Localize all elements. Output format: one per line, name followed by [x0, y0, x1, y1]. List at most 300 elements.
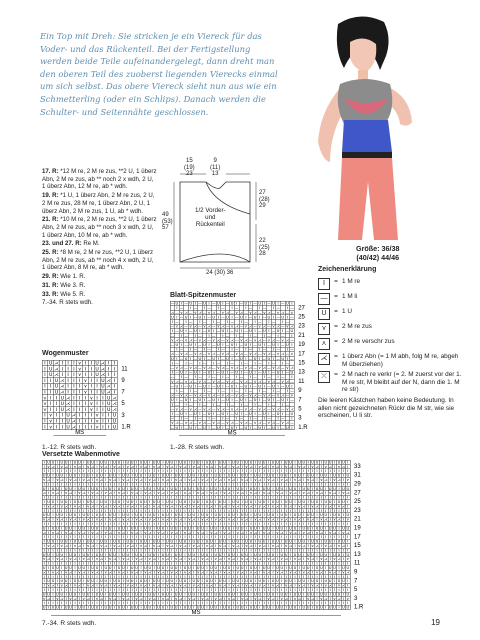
chart-symbol: I: [122, 504, 124, 509]
chart-symbol: U: [139, 552, 143, 557]
chart-symbol: ⋌: [328, 464, 332, 469]
chart-symbol: I: [334, 469, 336, 474]
chart-symbol: I: [78, 495, 80, 500]
chart-symbol: —: [202, 361, 207, 366]
chart-symbol: I: [222, 301, 224, 306]
row-number: 19: [298, 342, 305, 349]
chart-symbol: —: [225, 407, 230, 412]
chart-symbol: I: [206, 482, 208, 487]
chart-symbol: I: [294, 548, 296, 553]
chart-symbol: I: [70, 535, 72, 540]
chart-symbol: I: [217, 388, 219, 393]
chart-symbol: I: [136, 539, 138, 544]
chart-symbol: I: [228, 460, 230, 465]
chart-symbol: I: [109, 482, 111, 487]
chart-symbol: ⋎: [51, 530, 55, 535]
chart-symbol: ⋌: [234, 365, 239, 370]
chart-symbol: ⋌: [104, 544, 108, 549]
chart-symbol: —: [193, 306, 198, 311]
chart-symbol: I: [206, 469, 208, 474]
legend-item: — = 1 M li: [318, 293, 464, 305]
chart-symbol: ⋌: [285, 421, 290, 426]
chart-symbol: I: [149, 482, 151, 487]
chart-symbol: U: [126, 500, 130, 505]
chart-symbol: —: [248, 379, 253, 384]
chart-symbol: I: [231, 347, 233, 352]
chart-cell: [225, 306, 230, 311]
chart-symbol: I: [171, 361, 173, 366]
wogen-caption: 1.-12. R stets wdh.: [42, 444, 97, 451]
chart-symbol: ⋌: [60, 478, 64, 483]
chart-symbol: —: [276, 356, 280, 361]
chart-symbol: ⋎: [302, 530, 306, 535]
chart-symbol: U: [346, 552, 350, 557]
chart-symbol: I: [245, 398, 247, 403]
chart-cell: [234, 319, 239, 324]
chart-cell: [211, 306, 216, 311]
chart-symbol: I: [254, 469, 256, 474]
chart-symbol: U: [218, 513, 222, 518]
chart-symbol: ⋌: [315, 464, 319, 469]
chart-symbol: I: [190, 347, 192, 352]
chart-symbol: ⋎: [189, 365, 193, 370]
chart-symbol: ⋌: [156, 504, 161, 509]
chart-symbol: ⋌: [253, 310, 257, 315]
legend-text: 2 M nach re verkr (= 2. M zuerst vor der 1. M re str, M bleibt auf der N, dann die 1. M re str): [342, 371, 462, 394]
chart-symbol: U: [157, 539, 160, 544]
chart-symbol: —: [207, 421, 211, 426]
chart-symbol: I: [268, 460, 270, 465]
chart-symbol: —: [290, 379, 294, 384]
chart-symbol: I: [342, 548, 344, 553]
legend-item: U = 1 U: [318, 308, 464, 320]
chart-symbol: U: [144, 500, 147, 505]
chart-symbol: I: [55, 407, 58, 413]
chart-symbol: I: [236, 301, 238, 306]
chart-symbol: I: [90, 390, 92, 396]
chart-symbol: ⋎: [198, 338, 202, 343]
chart-symbol: U: [284, 539, 288, 544]
chart-symbol: U: [104, 486, 108, 491]
waben-title: Versetzte Wabenmotive: [42, 451, 120, 458]
chart-symbol: I: [277, 333, 279, 338]
chart-symbol: U: [188, 526, 191, 531]
chart-symbol: I: [176, 388, 178, 393]
chart-symbol: ⋎: [175, 407, 179, 412]
chart-symbol: U: [157, 526, 160, 531]
chart-symbol: ⋌: [54, 361, 59, 367]
chart-symbol: I: [263, 473, 265, 478]
chart-symbol: ⋎: [108, 517, 112, 522]
chart-symbol: U: [262, 526, 266, 531]
chart-symbol: U: [346, 473, 350, 478]
chart-symbol: I: [226, 329, 229, 334]
chart-symbol: ⋌: [161, 530, 165, 535]
chart-symbol: ⋎: [83, 384, 88, 390]
chart-symbol: I: [184, 522, 186, 527]
chart-symbol: I: [291, 375, 293, 380]
chart-symbol: —: [239, 301, 244, 306]
chart-symbol: —: [262, 379, 267, 384]
chart-symbol: I: [224, 548, 226, 553]
chart-symbol: U: [198, 398, 202, 403]
chart-symbol: U: [49, 361, 53, 367]
chart-symbol: —: [170, 342, 175, 347]
chart-symbol: U: [170, 526, 174, 531]
chart-symbol: I: [290, 473, 292, 478]
chart-symbol: I: [114, 482, 116, 487]
chart-symbol: I: [250, 517, 252, 522]
chart-symbol: I: [180, 469, 182, 474]
chart-symbol: U: [82, 486, 86, 491]
chart-symbol: U: [166, 552, 169, 557]
chart-symbol: I: [176, 306, 178, 311]
wogen-chart: [42, 360, 162, 440]
chart-symbol: ⋎: [100, 464, 103, 469]
chart-symbol: ⋌: [170, 393, 175, 398]
chart-symbol: ⋎: [174, 557, 178, 562]
chart-symbol: ⋌: [221, 365, 225, 370]
chart-symbol: I: [78, 478, 80, 483]
chart-symbol: I: [334, 460, 336, 465]
chart-symbol: U: [262, 486, 266, 491]
chart-symbol: I: [131, 517, 133, 522]
chart-symbol: —: [179, 306, 184, 311]
chart-symbol: I: [329, 535, 331, 540]
chart-symbol: I: [55, 413, 58, 419]
chart-symbol: I: [92, 522, 94, 527]
chart-symbol: U: [267, 552, 270, 557]
chart-symbol: —: [207, 356, 211, 361]
chart-symbol: U: [244, 425, 248, 430]
chart-symbol: I: [281, 539, 283, 544]
chart-symbol: I: [250, 522, 252, 527]
legend-text: 2 M re verschr zus: [342, 338, 395, 345]
chart-symbol: I: [291, 301, 293, 306]
chart-symbol: —: [184, 342, 188, 347]
chart-symbol: I: [254, 402, 256, 407]
chart-symbol: —: [225, 324, 230, 329]
chart-symbol: I: [232, 491, 234, 496]
legend-text: 1 U: [342, 308, 352, 315]
chart-symbol: I: [118, 513, 120, 518]
chart-symbol: ⋌: [152, 517, 156, 522]
chart-symbol: I: [114, 526, 116, 531]
chart-symbol: I: [286, 398, 288, 403]
chart-symbol: ⋌: [126, 517, 130, 522]
chart-symbol: ⋌: [65, 402, 71, 408]
chart-symbol: ⋌: [71, 413, 77, 419]
chart-symbol: I: [347, 500, 349, 505]
chart-cell: [276, 402, 284, 407]
chart-symbol: U: [126, 513, 130, 518]
chart-symbol: —: [239, 384, 244, 389]
chart-symbol: ⋌: [90, 544, 95, 549]
chart-symbol: I: [87, 530, 89, 535]
chart-symbol: ⋌: [121, 491, 126, 496]
chart-symbol: I: [226, 361, 229, 366]
chart-symbol: U: [210, 460, 213, 465]
chart-symbol: I: [272, 530, 274, 535]
chart-symbol: ⋌: [302, 504, 306, 509]
chart-symbol: U: [49, 367, 53, 373]
chart-symbol: I: [180, 384, 183, 389]
chart-symbol: I: [228, 469, 230, 474]
chart-symbol: I: [219, 526, 221, 531]
chart-symbol: U: [192, 513, 196, 518]
chart-symbol: ⋌: [218, 557, 222, 562]
chart-symbol: I: [320, 460, 322, 465]
chart-symbol: I: [43, 482, 45, 487]
chart-symbol: U: [126, 539, 130, 544]
chart-symbol: I: [136, 464, 138, 469]
chart-symbol: U: [100, 500, 103, 505]
chart-symbol: ⋎: [117, 491, 121, 496]
chart-symbol: I: [118, 517, 120, 522]
chart-symbol: I: [144, 552, 146, 557]
chart-symbol: ⋌: [276, 365, 280, 370]
chart-symbol: —: [216, 361, 221, 366]
chart-symbol: U: [122, 552, 125, 557]
chart-symbol: U: [60, 396, 64, 402]
chart-symbol: ⋌: [258, 478, 262, 483]
chart-symbol: I: [320, 544, 322, 549]
chart-symbol: —: [202, 329, 207, 334]
chart-symbol: I: [206, 486, 208, 491]
legend-symbol-icon: ⋎: [318, 323, 330, 335]
chart-symbol: —: [257, 393, 262, 398]
chart-symbol: I: [307, 482, 309, 487]
chart-symbol: U: [254, 513, 257, 518]
chart-symbol: I: [171, 495, 173, 500]
chart-symbol: ⋌: [179, 407, 184, 412]
chart-symbol: —: [211, 324, 216, 329]
chart-symbol: U: [227, 513, 231, 518]
chart-symbol: I: [197, 469, 199, 474]
chart-symbol: U: [324, 460, 328, 465]
chart-symbol: I: [203, 388, 206, 393]
chart-symbol: I: [316, 522, 318, 527]
chart-symbol: ⋌: [244, 421, 248, 426]
chart-symbol: I: [215, 548, 217, 553]
chart-symbol: U: [64, 500, 68, 505]
chart-symbol: —: [193, 379, 198, 384]
chart-symbol: I: [224, 522, 226, 527]
chart-symbol: ⋌: [207, 324, 211, 329]
chart-symbol: I: [325, 530, 327, 535]
chart-symbol: U: [337, 513, 341, 518]
chart-symbol: I: [338, 526, 340, 531]
chart-symbol: I: [43, 495, 45, 500]
chart-symbol: ⋌: [152, 557, 156, 562]
chart-symbol: I: [342, 482, 344, 487]
chart-symbol: U: [298, 500, 301, 505]
chart-symbol: I: [259, 315, 261, 320]
chart-symbol: U: [170, 539, 174, 544]
chart-symbol: I: [281, 495, 283, 500]
chart-symbol: I: [171, 552, 173, 557]
chart-symbol: U: [337, 460, 341, 465]
chart-symbol: I: [236, 416, 238, 421]
chart-symbol: I: [254, 522, 256, 527]
chart-symbol: U: [298, 539, 301, 544]
chart-symbol: U: [239, 356, 243, 361]
chart-symbol: U: [47, 473, 50, 478]
chart-symbol: ⋌: [234, 407, 239, 412]
chart-symbol: ⋌: [156, 464, 161, 469]
chart-symbol: I: [246, 491, 248, 496]
chart-symbol: ⋎: [201, 478, 204, 483]
chart-symbol: I: [96, 522, 98, 527]
chart-symbol: I: [84, 407, 87, 413]
chart-symbol: —: [285, 411, 290, 416]
chart-symbol: I: [176, 347, 178, 352]
chart-symbol: U: [320, 486, 323, 491]
chart-symbol: I: [246, 526, 248, 531]
chart-symbol: —: [262, 421, 267, 426]
chart-symbol: I: [122, 495, 124, 500]
chart-symbol: U: [183, 539, 187, 544]
chart-symbol: I: [228, 482, 230, 487]
chart-symbol: I: [43, 504, 45, 509]
chart-symbol: —: [184, 384, 188, 389]
chart-symbol: I: [70, 548, 72, 553]
chart-symbol: I: [246, 530, 248, 535]
chart-symbol: I: [83, 535, 85, 540]
chart-symbol: I: [127, 482, 129, 487]
chart-symbol: ⋌: [211, 310, 216, 315]
chart-symbol: —: [198, 384, 202, 389]
chart-symbol: I: [92, 473, 94, 478]
chart-symbol: I: [312, 548, 314, 553]
chart-symbol: I: [113, 361, 116, 367]
chart-symbol: I: [232, 522, 234, 527]
chart-symbol: U: [223, 486, 226, 491]
chart-symbol: U: [289, 486, 292, 491]
chart-symbol: I: [65, 513, 67, 518]
chart-symbol: I: [312, 491, 314, 496]
chart-symbol: I: [140, 469, 142, 474]
chart-symbol: ⋌: [55, 530, 60, 535]
chart-symbol: ⋌: [310, 517, 315, 522]
chart-symbol: U: [161, 473, 165, 478]
chart-symbol: U: [56, 473, 59, 478]
chart-symbol: —: [280, 416, 285, 421]
chart-symbol: —: [179, 338, 184, 343]
chart-symbol: U: [214, 526, 218, 531]
chart-symbol: —: [221, 388, 225, 393]
chart-symbol: ⋌: [288, 464, 293, 469]
chart-cell: [179, 361, 184, 366]
chart-symbol: —: [221, 398, 225, 403]
chart-symbol: —: [253, 333, 257, 338]
chart-symbol: —: [230, 411, 234, 416]
chart-symbol: U: [315, 460, 319, 465]
chart-symbol: I: [259, 491, 261, 496]
legend-symbol-icon: ⋏: [318, 338, 330, 350]
chart-symbol: I: [96, 378, 98, 384]
chart-symbol: U: [60, 473, 64, 478]
chart-symbol: ⋌: [236, 544, 240, 549]
chart-symbol: ⋌: [165, 478, 170, 483]
chart-symbol: I: [231, 398, 233, 403]
chart-symbol: U: [91, 500, 94, 505]
chart-symbol: ⋎: [216, 407, 220, 412]
chart-symbol: ⋌: [73, 557, 77, 562]
chart-symbol: I: [90, 378, 92, 384]
chart-symbol: I: [232, 508, 234, 513]
chart-symbol: —: [211, 342, 216, 347]
chart-symbol: I: [109, 548, 111, 553]
chart-symbol: I: [55, 425, 58, 431]
chart-symbol: I: [100, 495, 102, 500]
chart-cell: [193, 402, 201, 407]
chart-symbol: I: [222, 342, 224, 347]
chart-cell: [216, 333, 224, 338]
chart-symbol: U: [184, 315, 188, 320]
chart-symbol: U: [175, 384, 179, 389]
chart-symbol: I: [105, 535, 107, 540]
chart-symbol: ⋌: [253, 491, 258, 496]
chart-symbol: I: [240, 402, 242, 407]
chart-symbol: I: [294, 535, 296, 540]
chart-symbol: I: [193, 548, 195, 553]
chart-symbol: I: [329, 548, 331, 553]
chart-symbol: U: [267, 398, 271, 403]
chart-symbol: I: [92, 478, 94, 483]
chart-symbol: I: [290, 508, 292, 513]
chart-symbol: I: [224, 469, 226, 474]
chart-symbol: I: [312, 530, 314, 535]
chart-symbol: I: [144, 495, 146, 500]
chart-symbol: I: [149, 460, 151, 465]
chart-symbol: I: [52, 513, 54, 518]
chart-symbol: U: [328, 486, 332, 491]
chart-symbol: U: [78, 526, 81, 531]
chart-symbol: U: [276, 500, 279, 505]
chart-symbol: I: [43, 460, 45, 465]
chart-symbol: U: [148, 552, 152, 557]
chart-symbol: I: [329, 552, 331, 557]
chart-symbol: I: [158, 478, 160, 483]
chart-symbol: —: [239, 407, 244, 412]
chart-symbol: U: [235, 370, 239, 375]
chart-symbol: I: [342, 517, 344, 522]
chart-symbol: ⋎: [56, 478, 59, 483]
chart-symbol: I: [149, 500, 151, 505]
chart-symbol: U: [236, 500, 240, 505]
chart-symbol: I: [259, 469, 261, 474]
chart-symbol: I: [67, 373, 69, 379]
chart-symbol: ⋌: [240, 530, 244, 535]
chart-symbol: I: [188, 482, 190, 487]
chart-symbol: I: [50, 402, 52, 408]
chart-symbol: I: [61, 495, 63, 500]
chart-symbol: ⋌: [77, 464, 82, 469]
chart-symbol: ⋌: [244, 557, 249, 562]
chart-symbol: I: [162, 500, 164, 505]
chart-symbol: I: [276, 548, 278, 553]
chart-symbol: I: [44, 425, 46, 431]
chart-symbol: U: [271, 473, 275, 478]
chart-symbol: I: [105, 517, 107, 522]
chart-symbol: I: [303, 473, 305, 478]
chart-symbol: I: [52, 517, 54, 522]
chart-symbol: I: [237, 522, 239, 527]
chart-symbol: —: [216, 411, 221, 416]
chart-cell: [230, 375, 238, 380]
chart-symbol: U: [108, 552, 112, 557]
